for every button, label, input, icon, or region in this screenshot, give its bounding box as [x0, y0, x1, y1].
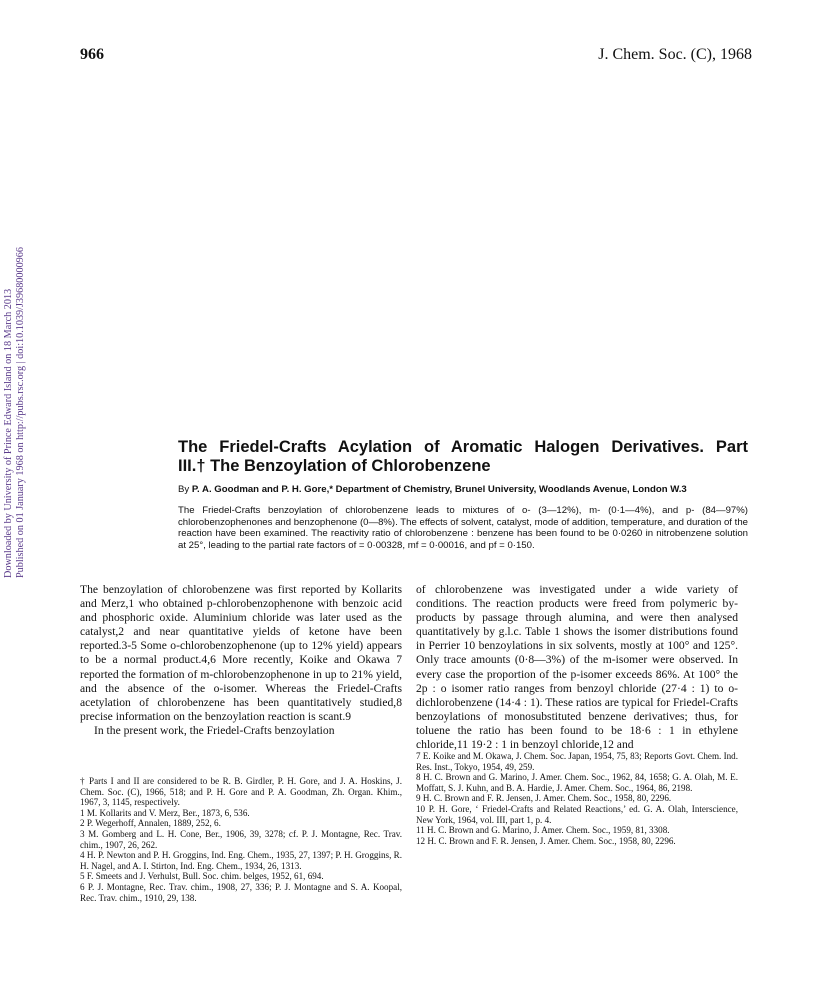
byline	[178, 484, 748, 495]
watermark-line-2[interactable]: Published on 01 January 1968 on http://pubs.rsc.org | doi:10.1039/J39680000966	[15, 247, 26, 578]
affiliation: Department of Chemistry, Brunel University, Woodlands Avenue, London W.3	[335, 484, 687, 495]
footnote: 2 P. Wegerhoff, Annalen, 1889, 252, 6.	[80, 818, 221, 829]
watermark-line-1[interactable]: Downloaded by University of Prince Edward Island on 18 March 2013	[3, 288, 14, 578]
footnotes-right	[416, 751, 738, 846]
footnote: 12 H. C. Brown and F. R. Jensen, J. Amer. Chem. Soc., 1958, 80, 2296.	[416, 835, 676, 846]
footnote: 6 P. J. Montagne, Rec. Trav. chim., 1908, 27, 336; P. J. Montagne and S. A. Koopal, Rec. Trav. chim., 1910, 29, 138.	[80, 881, 402, 903]
footnotes-left	[80, 776, 402, 903]
body-paragraph-1: The benzoylation of chlorobenzene was first reported by Kollarits and Merz,1 who obtained p-chlorobenzophenone with benzoic acid and phosphoric oxide. Aluminium chloride was later used as the catalyst,2 and near quantitative yields of ketone have been reported.3-5 Some o-chlorobenzophenone (up to 12% yield) appears to be a normal product.4,6 More recently, Koike and Okawa 7 reported the formation of m-chlorobenzophenone in up to 21% yield, and the absence of the o-isomer. Whereas the Friedel-Crafts acetylation of chlorobenzene has been quantitatively studied,8 precise information on the benzoylation reaction is scant.9	[80, 583, 402, 723]
footnote: † Parts I and II are considered to be R. B. Girdler, P. H. Gore, and J. A. Hoskins, J. Chem. Soc. (C), 1966, 518; and P. H. Gore and P. A. Goodman, Zh. Organ. Khim., 1967, 3, 1145, respectively.	[80, 776, 402, 808]
title-line-2: III.† The Benzoylation of Chlorobenzene	[178, 457, 491, 475]
body-paragraph-2: In the present work, the Friedel-Crafts benzoylation	[94, 723, 335, 737]
footnote: 8 H. C. Brown and G. Marino, J. Amer. Chem. Soc., 1962, 84, 1658; G. A. Olah, M. E. Moffatt, S. J. Kuhn, and B. A. Hardie, J. Amer. Chem. Soc., 1964, 86, 2198.	[416, 772, 738, 793]
journal-header: J. Chem. Soc. (C), 1968	[598, 46, 752, 63]
footnote: 9 H. C. Brown and F. R. Jensen, J. Amer. Chem. Soc., 1958, 80, 2296.	[416, 793, 672, 804]
footnote: 3 M. Gomberg and L. H. Cone, Ber., 1906, 39, 3278; cf. P. J. Montagne, Rec. Trav. chim., 1907, 26, 262.	[80, 828, 402, 850]
article-title	[178, 438, 748, 476]
title-line-1: The Friedel-Crafts Acylation of Aromatic Halogen Derivatives. Part	[178, 438, 748, 456]
authors: P. A. Goodman and P. H. Gore,*	[191, 484, 333, 495]
footnote: 11 H. C. Brown and G. Marino, J. Amer. Chem. Soc., 1959, 81, 3308.	[416, 825, 670, 836]
footnote: 5 F. Smeets and J. Verhulst, Bull. Soc. chim. belges, 1952, 61, 694.	[80, 871, 324, 882]
byline-prefix: By	[178, 484, 190, 495]
footnote: 10 P. H. Gore, ‘ Friedel-Crafts and Related Reactions,’ ed. G. A. Olah, Interscience, New York, 1964, vol. III, part 1, p. 4.	[416, 803, 738, 825]
page-number: 966	[80, 46, 104, 63]
footnote: 4 H. P. Newton and P. H. Groggins, Ind. Eng. Chem., 1935, 27, 1397; P. H. Groggins, R. H. Nagel, and A. I. Stirton, Ind. Eng. Chem., 1934, 26, 1313.	[80, 850, 402, 871]
abstract: The Friedel-Crafts benzoylation of chlorobenzene leads to mixtures of o- (3—12%), m- (0·1—4%), and p- (84—97%) chlorobenzophenones and benzophenone (0—8%). The effects of solvent, catalyst, mode of addition, temperature, and duration of the reaction have been examined. The reactivity ratio of chlorobenzene : benzene has been found to be 0·0260 in nitrobenzene solution at 25°, leading to the partial rate factors of = 0·00328, mf = 0·00016, and pf = 0·150.	[178, 505, 748, 551]
body-paragraph-3: of chlorobenzene was investigated under a wide variety of conditions. The reaction products were freed from polymeric by-products by passage through alumina, and were then analysed quantitatively by g.l.c. Table 1 shows the isomer distributions found in Perrier 10 benzoylations in six solvents, mostly at 100° and 125°. Only trace amounts (0·8—3%) of the m-isomer were observed. In every case the proportion of the p-isomer exceeds 86%. At 100° the 2p : o isomer ratio ranges from benzoyl chloride (27·4 : 1) to o-dichlorobenzene (14·4 : 1). These ratios are typical for Friedel-Crafts benzoylations of monosubstituted benzene derivatives; thus, for toluene the ratio has been found to be 18·6 : 1 in ethylene chloride,11 19·2 : 1 in benzoyl chloride,12 and	[416, 583, 738, 752]
left-column	[80, 583, 402, 738]
footnote: 1 M. Kollarits and V. Merz, Ber., 1873, 6, 536.	[80, 807, 250, 818]
right-column	[416, 583, 738, 752]
footnote: 7 E. Koike and M. Okawa, J. Chem. Soc. Japan, 1954, 75, 83; Reports Govt. Chem. Ind. Res. Inst., Tokyo, 1954, 49, 259.	[416, 751, 738, 772]
